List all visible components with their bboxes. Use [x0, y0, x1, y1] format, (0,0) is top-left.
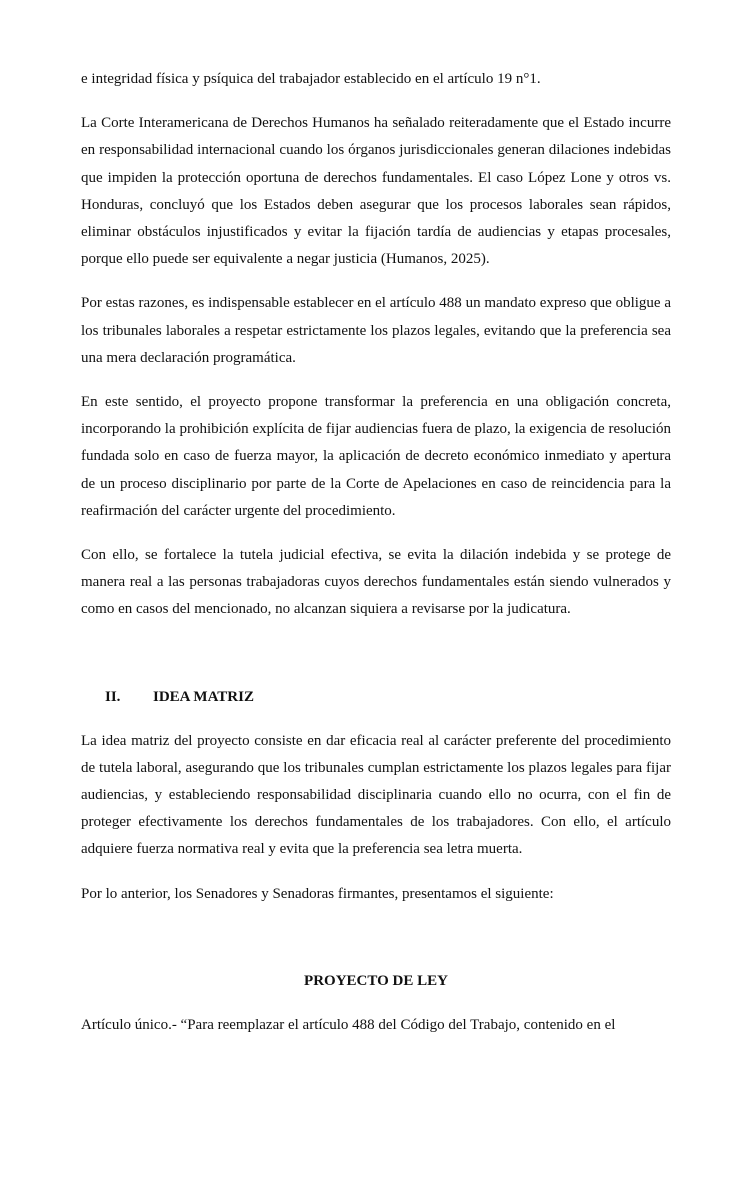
article-paragraph: Artículo único.- “Para reemplazar el artículo 488 del Código del Trabajo, contenido en el	[81, 1016, 616, 1033]
paragraph-3: Por estas razones, es indispensable establecer en el artículo 488 un mandato expreso que obligue a los tribunales laborales a respetar estrictamente los plazos legales, evitando que la preferencia sea una mera declaración programática.	[81, 295, 671, 366]
paragraph-1: e integridad física y psíquica del trabajador establecido en el artículo 19 n°1.	[81, 71, 541, 87]
section-title: IDEA MATRIZ	[153, 688, 254, 705]
document-page	[81, 66, 671, 1039]
section-number: II.	[105, 688, 121, 705]
paragraph-idea-matriz: La idea matriz del proyecto consiste en dar eficacia real al carácter preferente del procedimiento de tutela laboral, asegurando que los tribunales cumplan estrictamente los plazos legales para fijar audiencias, y estableciendo responsabilidad disciplinaria cuando ello no ocurra, con el fin de proteger efectivamente los derechos fundamentales de los trabajadores. Con ello, el artículo adquiere fuerza normativa real y evita que la preferencia sea letra muerta.	[81, 732, 671, 858]
paragraph-presentation: Por lo anterior, los Senadores y Senadoras firmantes, presentamos el siguiente:	[81, 885, 554, 902]
paragraph-2: La Corte Interamericana de Derechos Humanos ha señalado reiteradamente que el Estado incurre en responsabilidad internacional cuando los órganos jurisdiccionales generan dilaciones indebidas que impiden la protección oportuna de derechos fundamentales. El caso López Lone y otros vs. Honduras, concluyó que los Estados deben asegurar que los procesos laborales sean rápidos, eliminar obstáculos injustificados y evitar la fijación tardía de audiencias y etapas procesales, porque ello puede ser equivalente a negar justicia (Humanos, 2025).	[81, 115, 671, 268]
section-heading	[81, 684, 671, 711]
bill-heading: PROYECTO DE LEY	[304, 972, 448, 989]
paragraph-4: En este sentido, el proyecto propone transformar la preferencia en una obligación concreta, incorporando la prohibición explícita de fijar audiencias fuera de plazo, la exigencia de resolución fundada solo en caso de fuerza mayor, la aplicación de decreto económico inmediato y apertura de un proceso disciplinario por parte de la Corte de Apelaciones en caso de reincidencia para la reafirmación del carácter urgente del procedimiento.	[81, 394, 671, 519]
paragraph-5: Con ello, se fortalece la tutela judicial efectiva, se evita la dilación indebida y se protege de manera real a las personas trabajadoras cuyos derechos fundamentales están siendo vulnerados y como en casos del mencionado, no alcanzan siquiera a revisarse por la judicatura.	[81, 547, 671, 618]
